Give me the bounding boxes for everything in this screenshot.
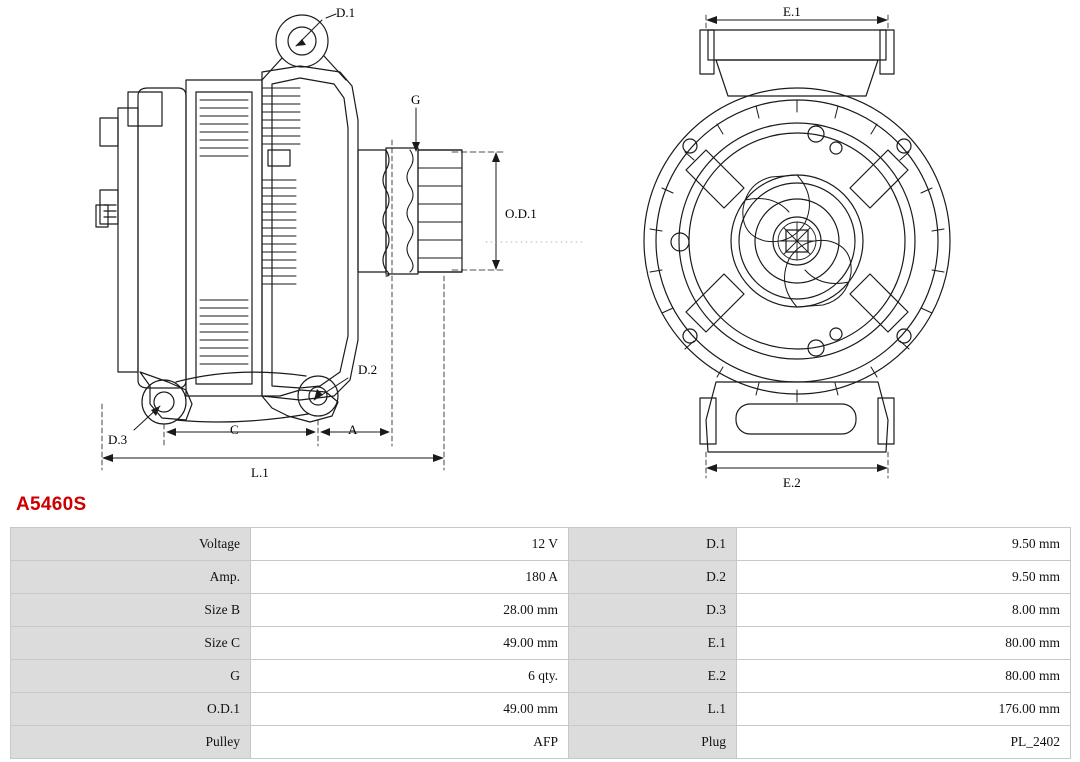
table-row (11, 561, 1071, 594)
table-row (11, 594, 1071, 627)
table-row (11, 627, 1071, 660)
spec-value: AFP (251, 726, 569, 759)
specifications-table (10, 527, 1070, 759)
spec-label: Pulley (11, 726, 251, 759)
table-row (11, 660, 1071, 693)
spec-label: D.3 (569, 594, 737, 627)
callout-d1: D.1 (336, 5, 356, 20)
spec-label: G (11, 660, 251, 693)
spec-value: 49.00 mm (251, 627, 569, 660)
table-row (11, 528, 1071, 561)
spec-label: L.1 (569, 693, 737, 726)
spec-value: 9.50 mm (737, 561, 1071, 594)
spec-label: E.2 (569, 660, 737, 693)
table-row (11, 693, 1071, 726)
spec-value: PL_2402 (737, 726, 1071, 759)
callout-od1: O.D.1 (505, 206, 537, 221)
callout-d3: D.3 (108, 432, 128, 447)
callout-l1: L.1 (251, 465, 269, 480)
spec-label: Voltage (11, 528, 251, 561)
callout-g: G (411, 92, 421, 107)
spec-value: 80.00 mm (737, 627, 1071, 660)
spec-label: D.2 (569, 561, 737, 594)
callout-d2: D.2 (358, 362, 378, 377)
spec-label: D.1 (569, 528, 737, 561)
spec-value: 49.00 mm (251, 693, 569, 726)
spec-label: Size B (11, 594, 251, 627)
spec-value: 9.50 mm (737, 528, 1071, 561)
callout-e1: E.1 (783, 4, 801, 19)
spec-value: 12 V (251, 528, 569, 561)
callout-e2: E.2 (783, 475, 801, 490)
spec-label: Size C (11, 627, 251, 660)
spec-value: 28.00 mm (251, 594, 569, 627)
part-number: A5460S (16, 494, 87, 515)
spec-label: Plug (569, 726, 737, 759)
callout-a: A (348, 422, 358, 437)
spec-value: 6 qty. (251, 660, 569, 693)
callout-c: C (230, 422, 239, 437)
spec-value: 176.00 mm (737, 693, 1071, 726)
spec-value: 180 A (251, 561, 569, 594)
spec-value: 80.00 mm (737, 660, 1071, 693)
table-row (11, 726, 1071, 759)
spec-label: Amp. (11, 561, 251, 594)
spec-label: O.D.1 (11, 693, 251, 726)
spec-value: 8.00 mm (737, 594, 1071, 627)
spec-label: E.1 (569, 627, 737, 660)
